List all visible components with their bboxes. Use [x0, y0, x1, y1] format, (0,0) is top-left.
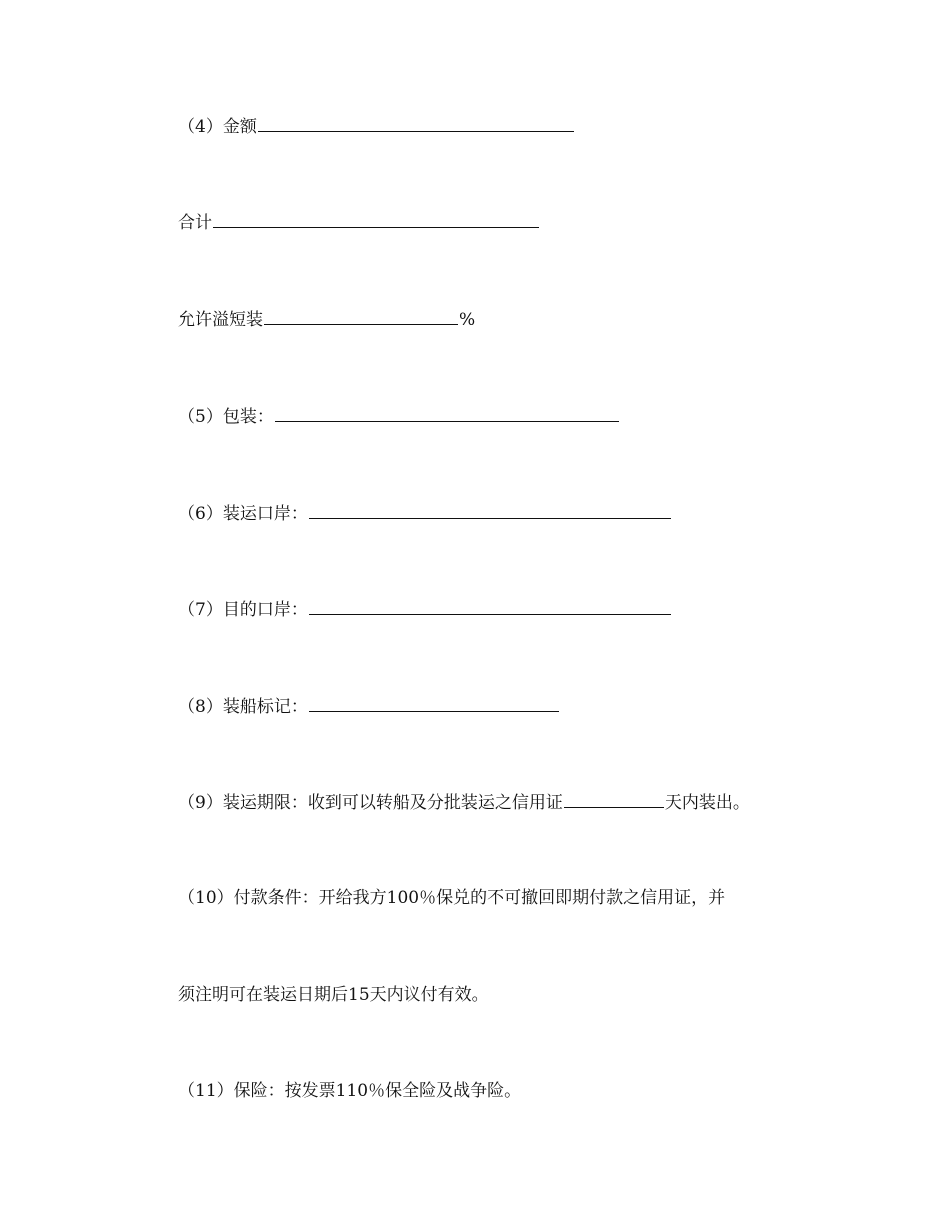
- insurance-text: （11）保险：按发票110％保全险及战争险。: [178, 1081, 522, 1101]
- total-label: 合计: [178, 213, 212, 233]
- tolerance-unit: %: [459, 310, 476, 330]
- payment-terms-line-1: [178, 888, 725, 908]
- shipment-period-suffix: 天内装出。: [664, 793, 750, 813]
- destination-port-line: [178, 598, 672, 618]
- tolerance-line: [178, 308, 475, 328]
- packing-line: [178, 405, 620, 425]
- total-blank[interactable]: [213, 211, 539, 228]
- payment-terms-text-2: 须注明可在装运日期后15天内议付有效。: [178, 985, 489, 1005]
- packing-blank[interactable]: [275, 405, 619, 422]
- loading-port-line: [178, 502, 672, 522]
- tolerance-label: 允许溢短装: [178, 310, 263, 330]
- destination-port-label: （7）目的口岸：: [178, 600, 308, 620]
- insurance-line: [178, 1081, 521, 1101]
- loading-port-label: （6）装运口岸：: [178, 504, 308, 524]
- loading-port-blank[interactable]: [309, 502, 671, 519]
- shipment-days-blank[interactable]: [564, 791, 664, 808]
- amount-label: （4）金额: [178, 117, 257, 137]
- packing-label: （5）包装：: [178, 407, 274, 427]
- payment-terms-text-1: （10）付款条件：开给我方100％保兑的不可撤回即期付款之信用证，并: [178, 888, 726, 908]
- destination-port-blank[interactable]: [309, 598, 671, 615]
- total-line: [178, 211, 540, 231]
- shipping-marks-label: （8）装船标记：: [178, 697, 308, 717]
- payment-terms-line-2: [178, 985, 489, 1005]
- shipment-period-line: [178, 791, 750, 811]
- tolerance-blank[interactable]: [264, 308, 458, 325]
- amount-blank[interactable]: [258, 115, 574, 132]
- shipping-marks-blank[interactable]: [309, 695, 559, 712]
- shipment-period-prefix: （9）装运期限：收到可以转船及分批装运之信用证: [178, 793, 563, 813]
- amount-line: [178, 115, 575, 135]
- shipping-marks-line: [178, 695, 560, 715]
